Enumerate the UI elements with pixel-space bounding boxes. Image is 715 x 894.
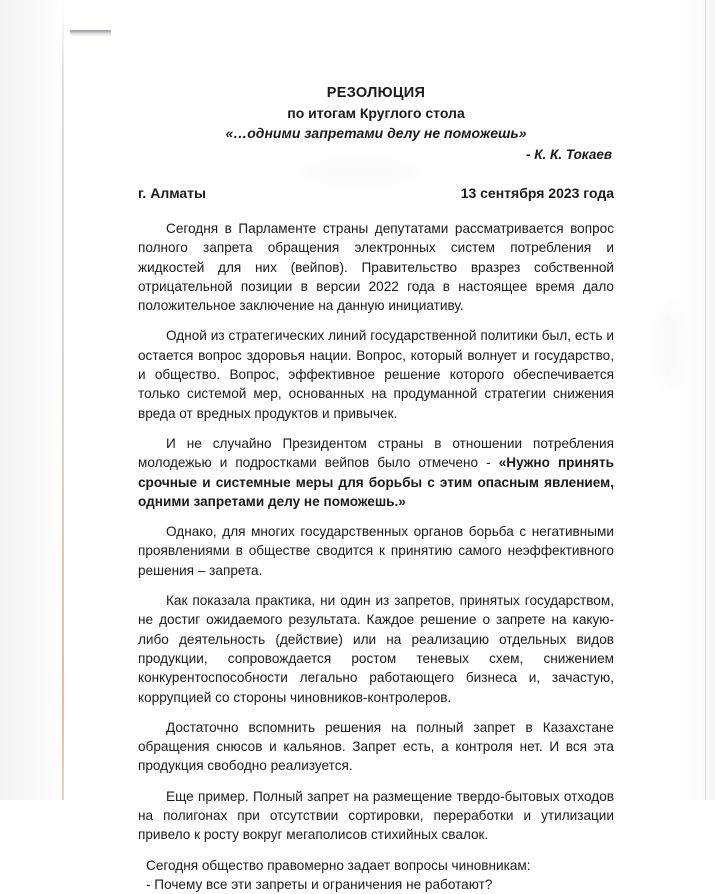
page-edge-left xyxy=(62,0,64,800)
paragraph-4: Однако, для многих государственных органов борьба с негативными проявлениями в обществе сводится к принятию самого неэффективного решения – запрета. xyxy=(138,524,614,578)
document-epigraph: «…одними запретами делу не поможешь» xyxy=(225,125,527,141)
place-label: г. Алматы xyxy=(138,185,206,201)
paragraph-6: Достаточно вспомнить решения на полный запрет в Казахстане обращения снюсов и кальянов. Запрет есть, а контроля нет. И вся эта продукция свободно реализуется. xyxy=(138,719,614,774)
scan-blotch xyxy=(655,300,681,390)
paragraph-7: Еще пример. Полный запрет на размещение твердо-бытовых отходов на полигонах при отсутствии сортировки, переработки и утилизации привело к росту вокруг мегаполисов стихийных свалок. xyxy=(138,788,614,843)
page-title: РЕЗОЛЮЦИЯ xyxy=(326,85,426,101)
paragraph-3 xyxy=(138,434,614,511)
page-edge-right xyxy=(705,0,706,800)
document-body xyxy=(138,0,615,892)
place-date-line xyxy=(138,185,614,201)
staple-mark xyxy=(70,30,111,34)
title-block xyxy=(138,84,614,164)
paragraph-2: Одной из стратегических линий государственной политики был, есть и остается вопрос здоровья нации. Вопрос, который волнует и государство, и общество. Вопрос, эффективное решение которого обеспечивается только системой мер, основанных на продуманной стратегии снижения вреда от вредных продуктов и привычек. xyxy=(138,328,614,421)
paragraph-5: Как показала практика, ни один из запретов, принятых государством, не достиг ожидаемого результата. Каждое решение о запрете на какую-либо деятельность (действие) или на реализацию отдельных видов продукции, сопровождается ростом теневых схем, снижением конкурентоспособности легально работающего бизнеса и, зачастую, коррупцией со стороны чиновников-контролеров. xyxy=(138,593,614,705)
paragraph-1: Сегодня в Парламенте страны депутатами рассматривается вопрос полного запрета обращения электронных систем потребления и жидкостей для них (вейпов). Правительство вразрез собственной отрицательной позиции в версии 2022 года в настоящее время дало положительное заключение на данную инициативу. xyxy=(138,221,614,314)
paragraph-3-lead: И не случайно Президентом страны в отношении потребления молодежью и подростками вейпов было отмечено - xyxy=(138,435,614,471)
paragraph-3-quote: «Нужно принять срочные и системные меры для борьбы с этим опасным явлением, одними запретами делу не поможешь.» xyxy=(138,455,615,509)
body-text xyxy=(138,219,614,894)
document-subtitle: по итогам Круглого стола xyxy=(287,105,465,121)
epigraph-attribution: - К. К. Токаев xyxy=(525,147,612,162)
date-label: 13 сентября 2023 года xyxy=(460,185,614,201)
closing-question-1: - Почему все эти запреты и ограничения не работают? xyxy=(146,876,493,892)
closing-intro: Сегодня общество правомерно задает вопросы чиновникам: xyxy=(146,857,531,873)
closing-question-group xyxy=(138,856,614,894)
